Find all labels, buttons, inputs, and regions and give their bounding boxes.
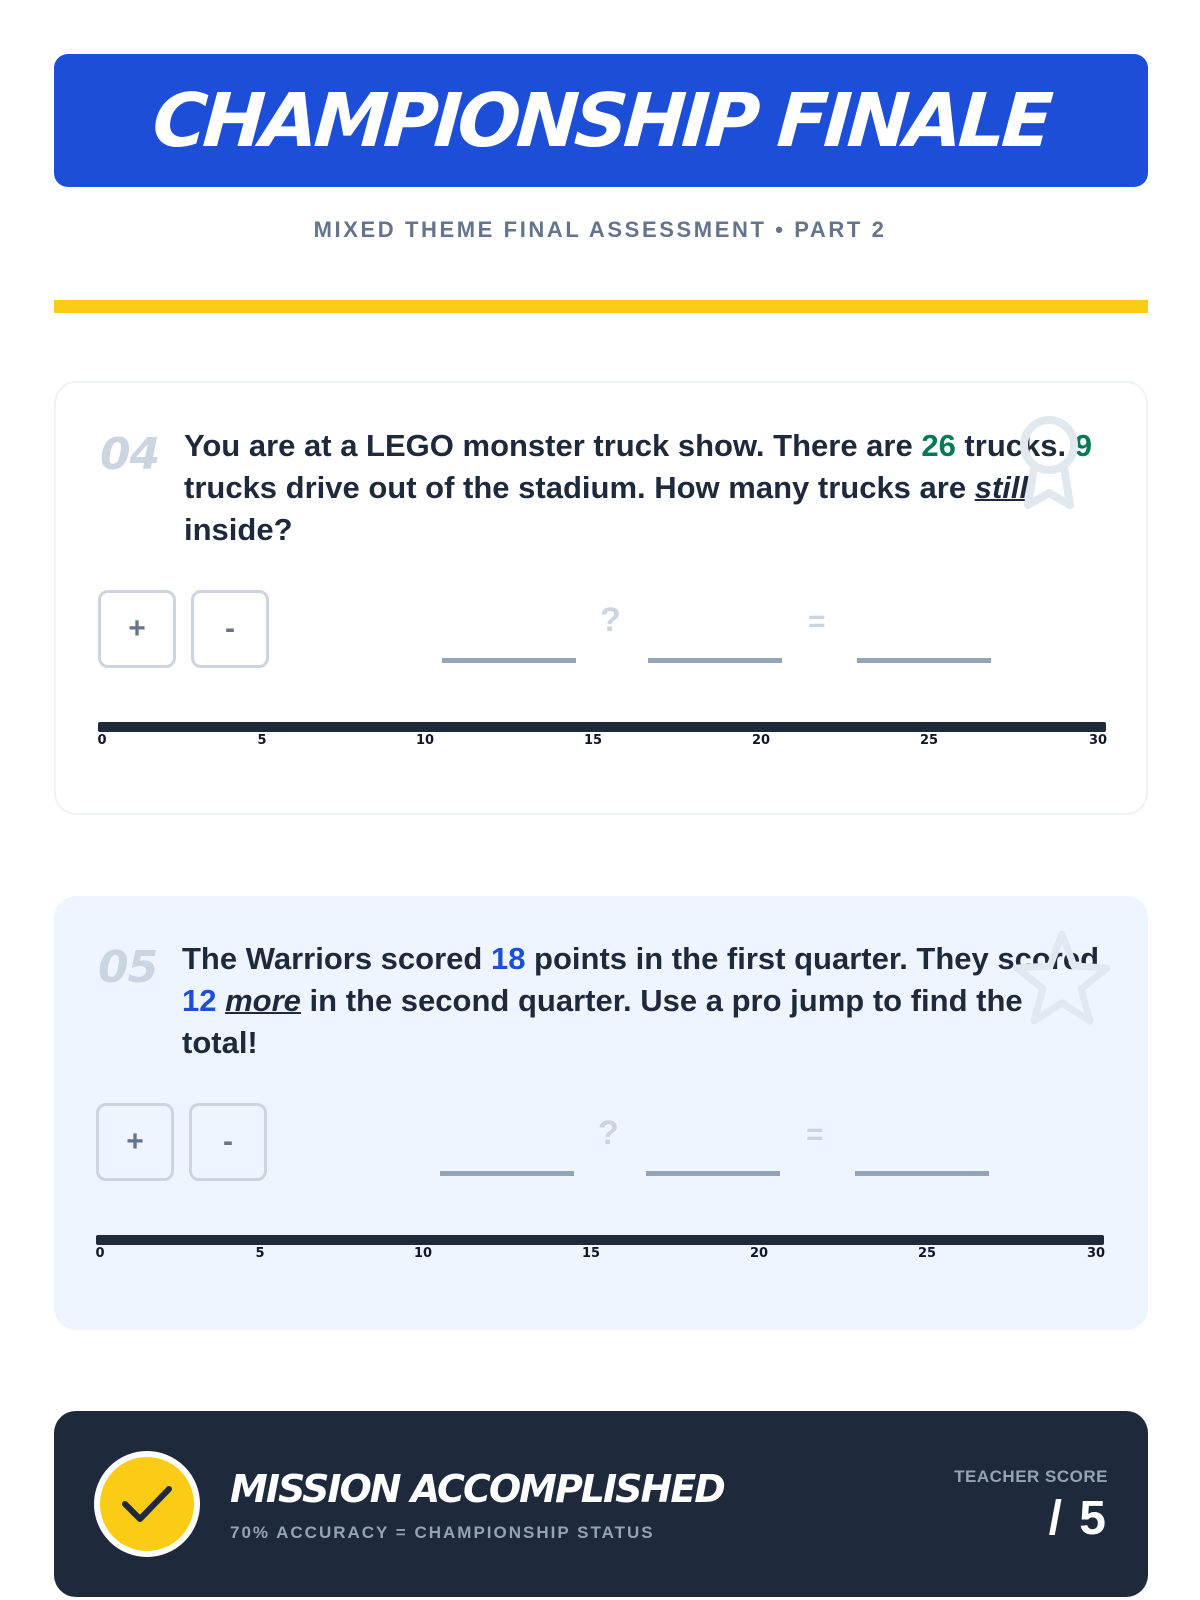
number-line-tick: 5: [255, 1246, 265, 1261]
number-line-tick: 20: [751, 733, 771, 748]
title-banner: [54, 54, 1148, 187]
ribbon-award-icon: [1014, 413, 1084, 513]
text-part: The Warriors scored: [182, 941, 491, 976]
number-line-tick: 15: [581, 1246, 601, 1261]
number-line-bar: [96, 1235, 1104, 1245]
number-highlight: 26: [921, 428, 956, 463]
question-card-04: [54, 381, 1148, 815]
number-line: [98, 722, 1106, 762]
footer-title: MISSION ACCOMPLISHED: [230, 1467, 724, 1511]
text-part: in the second quarter. Use a: [300, 983, 732, 1018]
number-line-tick: 30: [1086, 1246, 1106, 1261]
equals-sign: =: [806, 1118, 824, 1151]
page-title: CHAMPIONSHIP FINALE: [150, 77, 1052, 164]
question-number: 05: [98, 942, 158, 993]
answer-blank-3[interactable]: [855, 1171, 989, 1176]
minus-button[interactable]: -: [189, 1103, 267, 1181]
number-line-tick: 15: [583, 733, 603, 748]
number-highlight: 18: [490, 941, 526, 976]
page-subtitle: MIXED THEME FINAL ASSESSMENT • PART 2: [313, 217, 887, 242]
answer-blank-2[interactable]: [648, 658, 782, 663]
question-card-05: [54, 896, 1148, 1330]
answer-blank-3[interactable]: [857, 658, 991, 663]
plus-button[interactable]: +: [96, 1103, 174, 1181]
number-line-tick: 10: [415, 733, 435, 748]
text-part: to find the total!: [182, 983, 1023, 1060]
divider: [54, 300, 1148, 313]
text-part: inside?: [184, 512, 293, 547]
checkmark-badge: [94, 1451, 200, 1557]
answer-blank-1[interactable]: [442, 658, 576, 663]
mission-footer: [54, 1411, 1148, 1597]
emphasis-word: more: [225, 983, 301, 1018]
text-part: points in the first quarter. They scored: [525, 941, 1100, 976]
plus-button[interactable]: +: [98, 590, 176, 668]
text-part: You are at a LEGO monster truck show. There are: [184, 428, 922, 463]
number-line-tick: 30: [1088, 733, 1108, 748]
number-line-tick: 5: [257, 733, 267, 748]
equals-sign: =: [808, 605, 826, 638]
number-line-tick: 20: [749, 1246, 769, 1261]
key-term: pro jump: [731, 983, 865, 1018]
checkmark-icon: [120, 1483, 174, 1525]
number-line: [96, 1235, 1104, 1275]
number-line-tick: 10: [413, 1246, 433, 1261]
teacher-score-label: TEACHER SCORE: [954, 1467, 1108, 1486]
number-line-bar: [98, 722, 1106, 732]
operator-placeholder: ?: [598, 1114, 619, 1152]
text-part: trucks.: [955, 428, 1075, 463]
number-highlight: 12: [182, 983, 217, 1018]
teacher-score-value[interactable]: / 5: [1048, 1492, 1108, 1545]
answer-blank-1[interactable]: [440, 1171, 574, 1176]
number-line-tick: 0: [95, 1246, 105, 1261]
operator-placeholder: ?: [600, 601, 621, 639]
number-line-tick: 25: [917, 1246, 937, 1261]
number-line-tick: 0: [97, 733, 107, 748]
footer-subtitle: 70% ACCURACY = CHAMPIONSHIP STATUS: [230, 1523, 655, 1542]
question-number: 04: [100, 429, 160, 480]
answer-blank-2[interactable]: [646, 1171, 780, 1176]
minus-button[interactable]: -: [191, 590, 269, 668]
emphasis-word: still: [974, 470, 1029, 505]
number-line-tick: 25: [919, 733, 939, 748]
question-text: [182, 938, 1102, 1064]
star-icon: [1012, 928, 1112, 1026]
text-part: [216, 983, 225, 1018]
number-highlight: 9: [1074, 428, 1092, 463]
text-part: trucks drive out of the stadium. How many trucks are: [184, 470, 975, 505]
question-text: [184, 425, 1104, 551]
